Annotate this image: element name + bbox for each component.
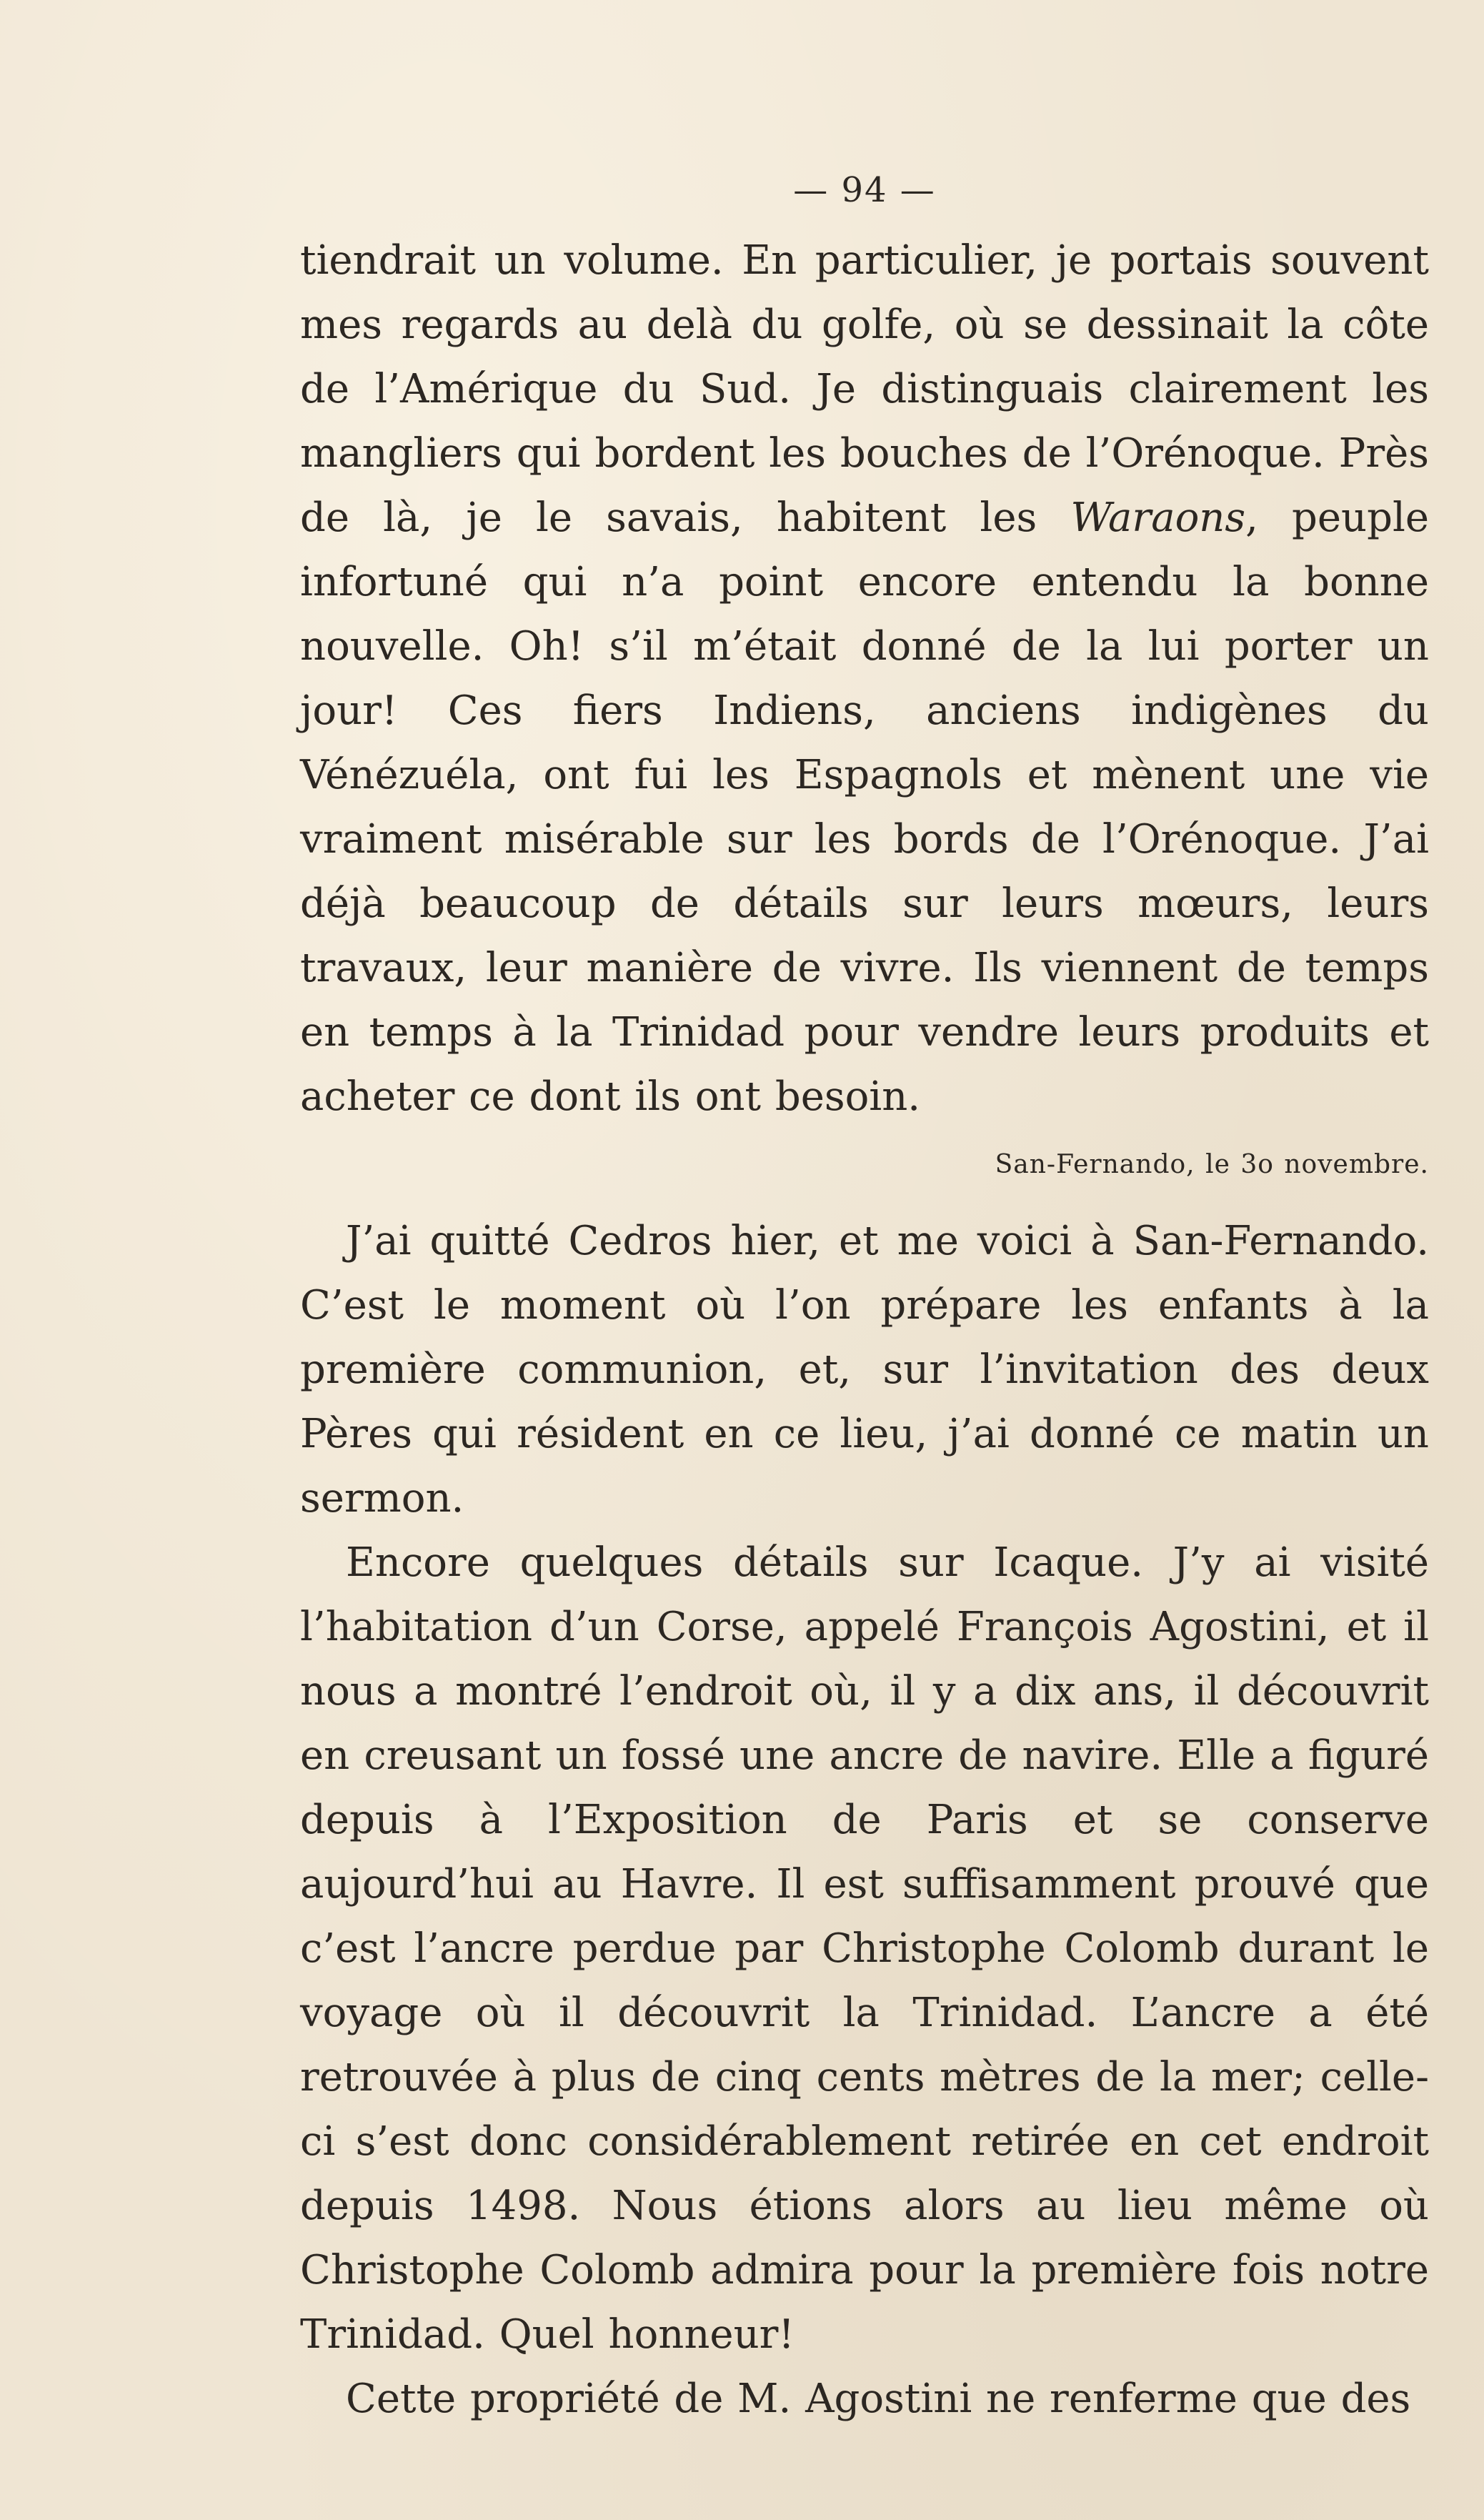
dateline: San-Fernando, le 3o novembre. (995, 1150, 1429, 1179)
paragraph: J’ai quitté Cedros hier, et me voici à San-Fernando. C’est le moment où l’on prépare les enfants à la première communion, et, sur l’invitation des deux Pères qui résident en ce lieu, j’ai donné ce matin un sermon. (300, 1218, 1429, 1522)
page-number: — 94 — (793, 170, 936, 210)
paragraph-text: tiendrait un volume. En particulier, je portais souvent mes regards au delà du golfe, où se dessinait la côte de l’Amérique du Sud. Je distinguais clairement les mangliers qui bordent les bouches de l’Orénoque. Près de là, je le savais, habitent les (300, 237, 1429, 541)
italic-term: Waraons (1070, 495, 1246, 541)
paragraph-text: , peuple infortuné qui n’a point encore entendu la bonne nouvelle. Oh! s’il m’était donné de la lui porter un jour! Ces fiers Indiens, anciens indigènes du Vénézuéla, ont fui les Espagnols et mènent une vie vraiment misérable sur les bords de l’Orénoque. J’ai déjà beaucoup de détails sur leurs mœurs, leurs travaux, leur manière de vivre. Ils viennent de temps en temps à la Trinidad pour vendre leurs produits et acheter ce dont ils ont besoin. (300, 495, 1429, 1120)
paragraph: Cette propriété de M. Agostini ne renferme que des (346, 2376, 1411, 2422)
paragraph-continued (300, 229, 1429, 1129)
paragraph: Encore quelques détails sur Icaque. J’y ai visité l’habitation d’un Corse, appelé François Agostini, et il nous a montré l’endroit où, il y a dix ans, il découvrit en creusant un fossé une ancre de navire. Elle a figuré depuis à l’Exposition de Paris et se conserve aujourd’hui au Havre. Il est suffisamment prouvé que c’est l’ancre perdue par Christophe Colomb durant le voyage où il découvrit la Trinidad. L’ancre a été retrouvée à plus de cinq cents mètres de la mer; celle-ci s’est donc considérablement retirée en cet endroit depuis 1498. Nous étions alors au lieu même où Christophe Colomb admira pour la première fois notre Trinidad. Quel honneur! (300, 1539, 1429, 2358)
body-text (300, 229, 1429, 2431)
